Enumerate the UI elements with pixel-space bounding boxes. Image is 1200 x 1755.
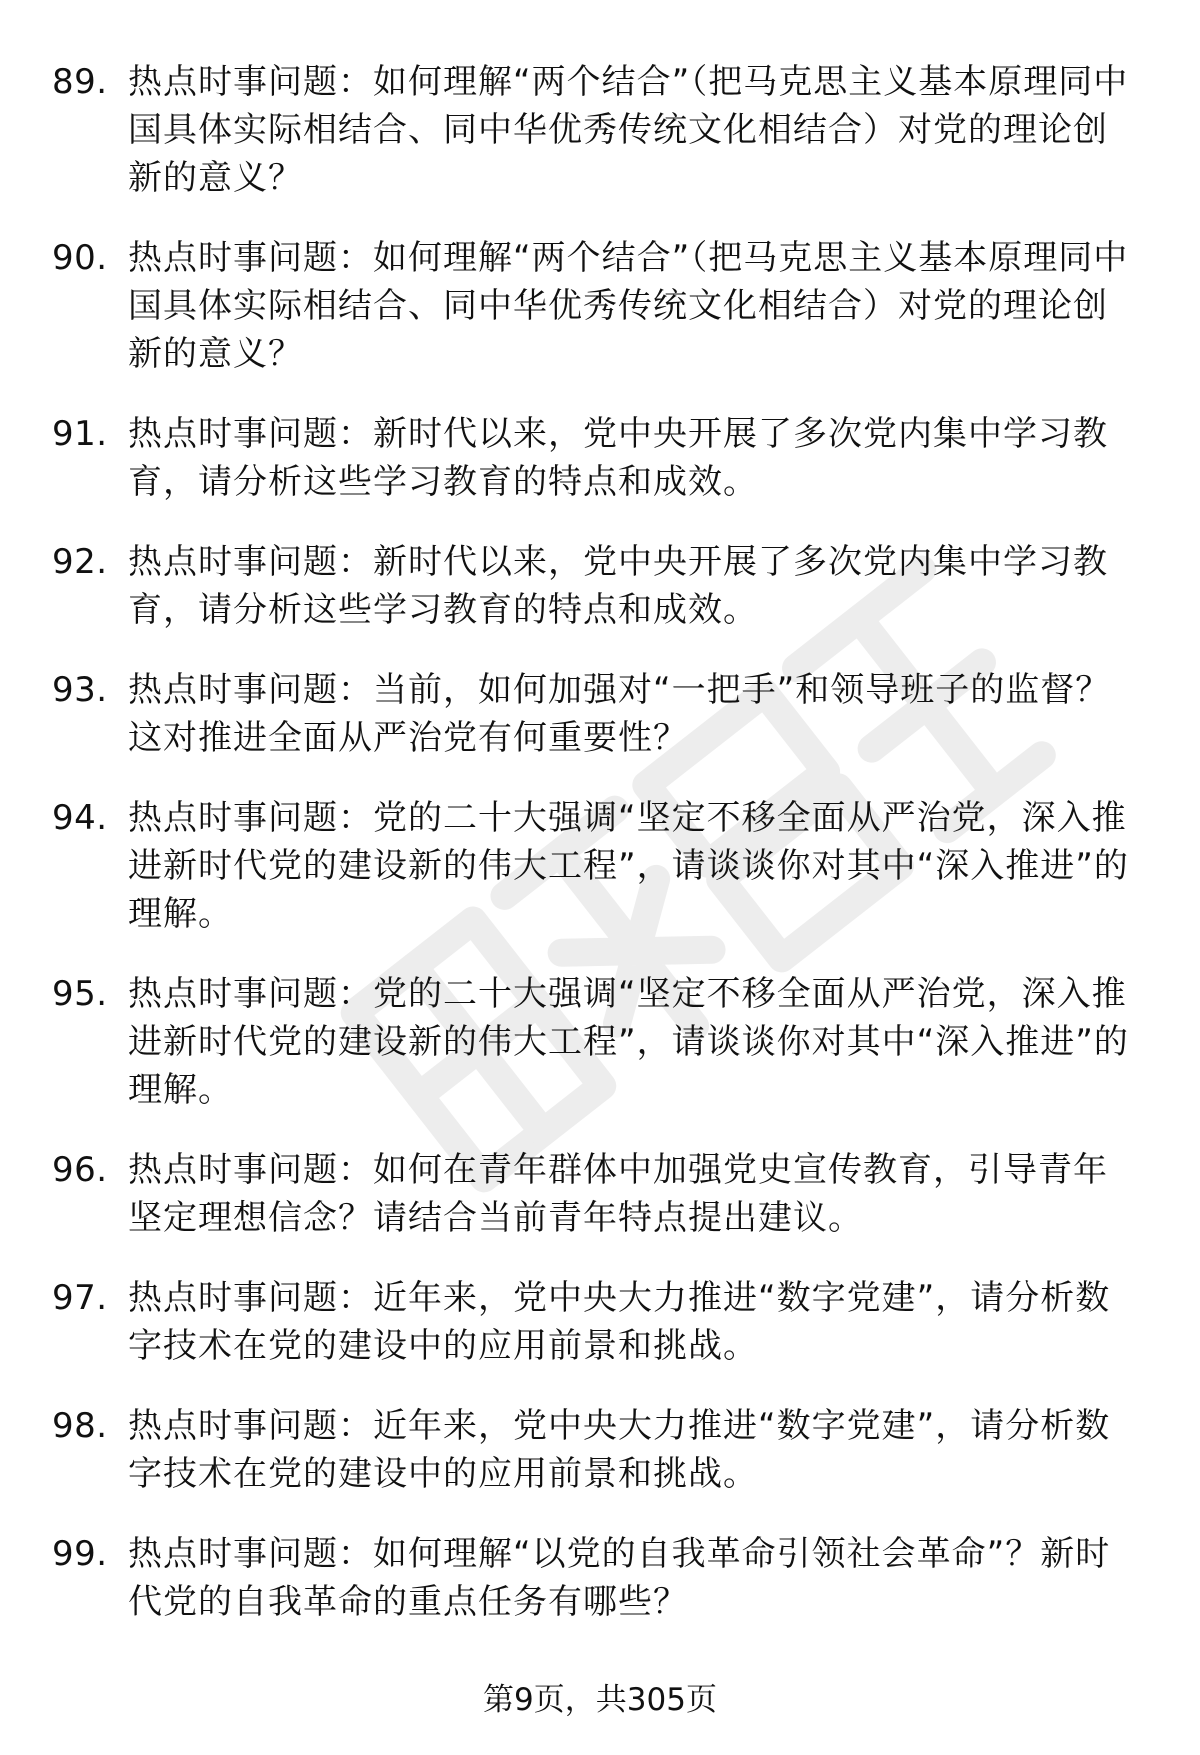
- question-number: 94.: [52, 798, 108, 838]
- question-number: 92.: [52, 542, 108, 582]
- question-item-96: [0, 1146, 1200, 1242]
- question-text: 热点时事问题：近年来，党中央大力推进“数字党建”，请分析数字技术在党的建设中的应用前景和挑战。: [128, 1278, 1111, 1366]
- question-item-98: [0, 1402, 1200, 1498]
- question-item-89: [0, 58, 1200, 202]
- question-number: 95.: [52, 974, 108, 1014]
- question-item-93: [0, 666, 1200, 762]
- question-number: 99.: [52, 1534, 108, 1574]
- question-number: 89.: [52, 62, 108, 102]
- question-item-92: [0, 538, 1200, 634]
- question-text: 热点时事问题：如何理解“两个结合”（把马克思主义基本原理同中国具体实际相结合、同中华优秀传统文化相结合）对党的理论创新的意义？: [128, 238, 1129, 374]
- question-list: [0, 58, 1200, 1658]
- question-text: 热点时事问题：如何理解“以党的自我革命引领社会革命”？新时代党的自我革命的重点任务有哪些？: [128, 1534, 1111, 1622]
- question-number: 93.: [52, 670, 108, 710]
- question-text: 热点时事问题：如何理解“两个结合”（把马克思主义基本原理同中国具体实际相结合、同中华优秀传统文化相结合）对党的理论创新的意义？: [128, 62, 1129, 198]
- question-item-91: [0, 410, 1200, 506]
- question-number: 98.: [52, 1406, 108, 1446]
- question-item-94: [0, 794, 1200, 938]
- question-number: 91.: [52, 414, 108, 454]
- question-number: 90.: [52, 238, 108, 278]
- question-text: 热点时事问题：党的二十大强调“坚定不移全面从严治党，深入推进新时代党的建设新的伟大工程”，请谈谈你对其中“深入推进”的理解。: [128, 798, 1129, 934]
- question-text: 热点时事问题：新时代以来，党中央开展了多次党内集中学习教育，请分析这些学习教育的特点和成效。: [128, 542, 1108, 630]
- question-number: 97.: [52, 1278, 108, 1318]
- question-item-90: [0, 234, 1200, 378]
- question-number: 96.: [52, 1150, 108, 1190]
- question-text: 热点时事问题：近年来，党中央大力推进“数字党建”，请分析数字技术在党的建设中的应用前景和挑战。: [128, 1406, 1111, 1494]
- question-text: 热点时事问题：当前，如何加强对“一把手”和领导班子的监督？这对推进全面从严治党有何重要性？: [128, 670, 1111, 758]
- question-item-95: [0, 970, 1200, 1114]
- page-footer: 第9页，共305页: [483, 1682, 717, 1718]
- question-text: 热点时事问题：新时代以来，党中央开展了多次党内集中学习教育，请分析这些学习教育的特点和成效。: [128, 414, 1108, 502]
- question-item-99: [0, 1530, 1200, 1626]
- question-text: 热点时事问题：如何在青年群体中加强党史宣传教育，引导青年坚定理想信念？请结合当前青年特点提出建议。: [128, 1150, 1108, 1238]
- question-item-97: [0, 1274, 1200, 1370]
- question-text: 热点时事问题：党的二十大强调“坚定不移全面从严治党，深入推进新时代党的建设新的伟大工程”，请谈谈你对其中“深入推进”的理解。: [128, 974, 1129, 1110]
